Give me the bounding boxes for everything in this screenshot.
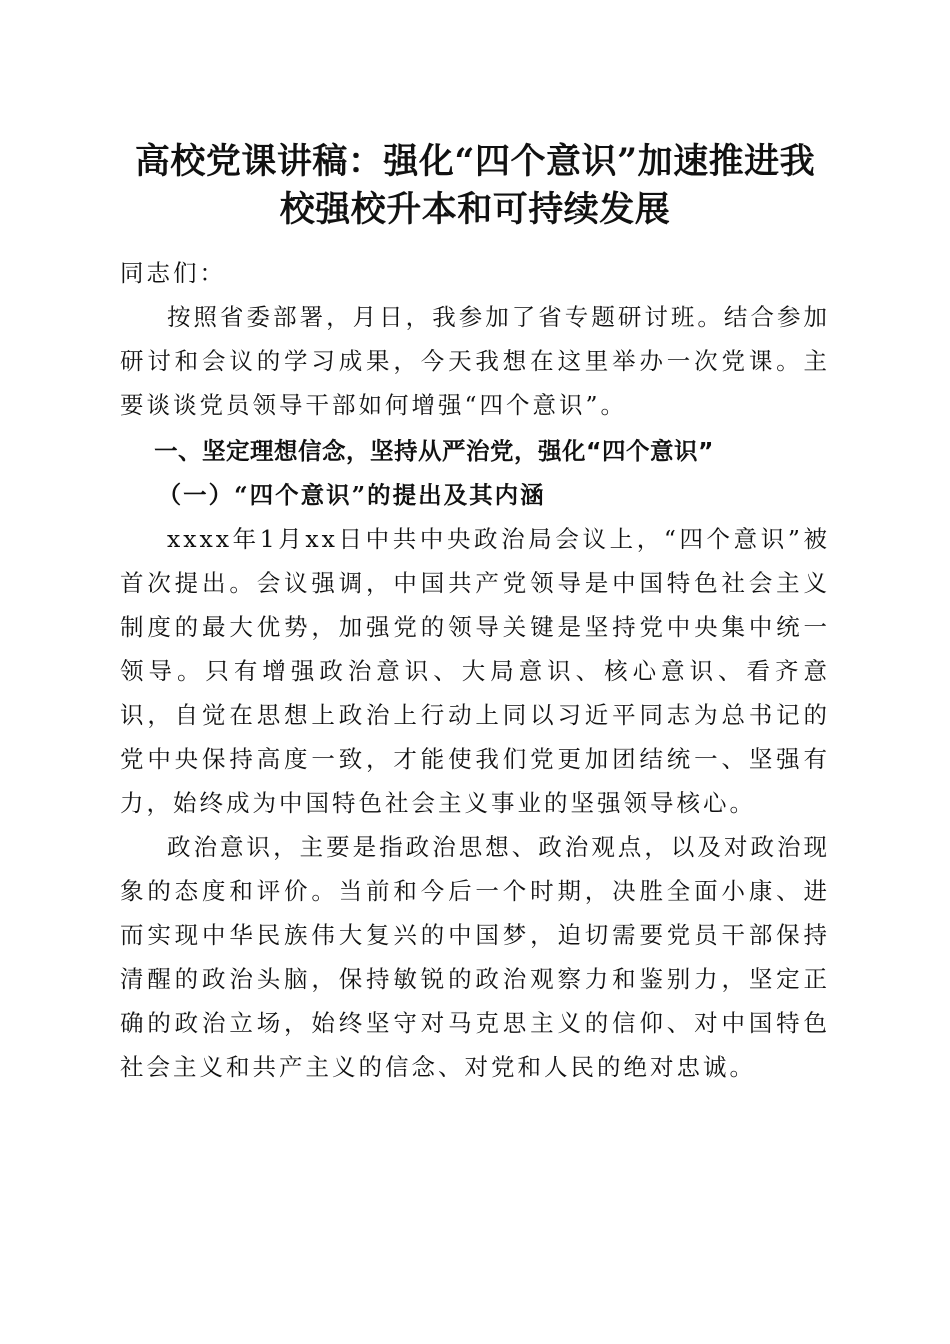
subsection-heading-1: （一）“四个意识”的提出及其内涵 bbox=[157, 481, 546, 509]
paragraph-political-awareness: 政治意识，主要是指政治思想、政治观点，以及对政治现象的态度和评价。当前和今后一个时期，决胜全面小康、进而实现中华民族伟大复兴的中国梦，迫切需要党员干部保持清醒的政治头脑，保持敏锐的政治观察力和鉴别力，坚定正确的政治立场，始终坚守对马克思主义的信仰、对中国特色社会主义和共产主义的信念、对党和人民的绝对忠诚。 bbox=[120, 833, 830, 1081]
title-line-2: 校强校升本和可持续发展 bbox=[279, 189, 671, 230]
document-body bbox=[120, 251, 830, 1089]
salutation: 同志们： bbox=[120, 259, 226, 287]
document-title bbox=[100, 138, 850, 234]
paragraph-origin: xxxx年1月xx日中共中央政治局会议上，“四个意识”被首次提出。会议强调，中国共产党领导是中国特色社会主义制度的最大优势，加强党的领导关键是坚持党中央集中统一领导。只有增强政治意识、大局意识、核心意识、看齐意识，自觉在思想上政治上行动上同以习近平同志为总书记的党中央保持高度一致，才能使我们党更加团结统一、坚强有力，始终成为中国特色社会主义事业的坚强领导核心。 bbox=[120, 525, 830, 817]
section-heading-1: 一、坚定理想信念，坚持从严治党，强化“四个意识” bbox=[154, 437, 714, 465]
paragraph-intro: 按照省委部署，月日，我参加了省专题研讨班。结合参加研讨和会议的学习成果，今天我想在这里举办一次党课。主要谈谈党员领导干部如何增强“四个意识”。 bbox=[120, 303, 830, 419]
title-line-1: 高校党课讲稿：强化“四个意识”加速推进我 bbox=[134, 141, 816, 182]
